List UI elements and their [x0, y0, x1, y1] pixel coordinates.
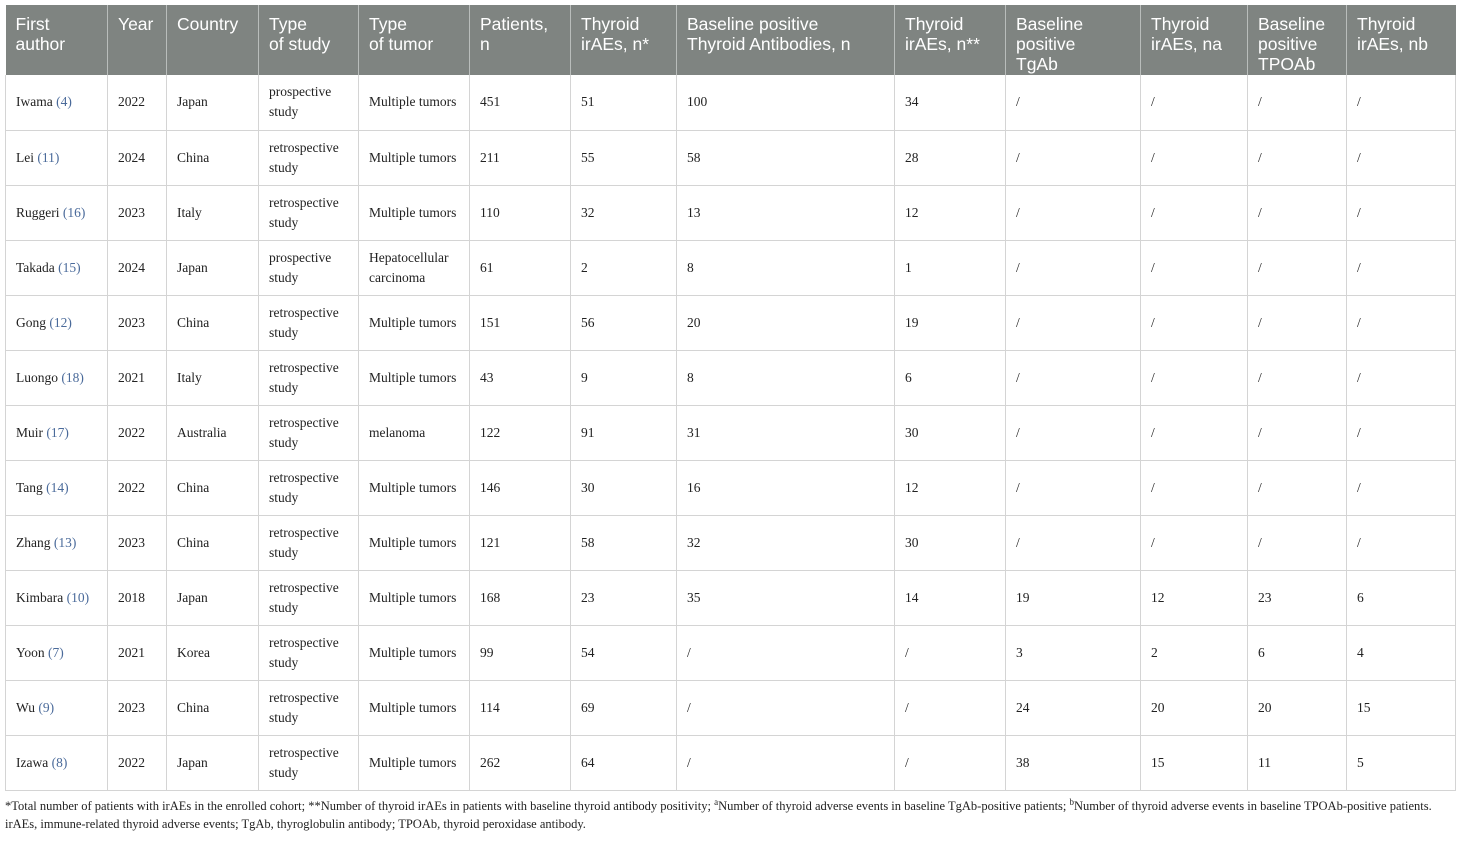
author-cell	[6, 735, 108, 790]
reference-link[interactable]: (16)	[62, 204, 86, 220]
column-header	[108, 5, 167, 75]
column-header-text: Baseline	[1016, 14, 1084, 34]
column-header-text: Baseline positive	[687, 14, 819, 34]
table-cell: /	[1347, 75, 1456, 130]
table-cell: 19	[895, 295, 1006, 350]
reference-link[interactable]: (15)	[58, 259, 81, 275]
column-header-text: irAEs, n*	[581, 34, 650, 54]
table-cell: Multiple tumors	[359, 75, 470, 130]
table-row	[6, 240, 1456, 295]
table-cell: 2021	[108, 625, 167, 680]
table-cell: 61	[470, 240, 571, 295]
table-cell: 2018	[108, 570, 167, 625]
author-name: Wu	[16, 699, 39, 715]
footnote-definitions	[5, 793, 1455, 815]
reference-link[interactable]: (4)	[56, 94, 72, 110]
table-cell: 15	[1141, 735, 1248, 790]
reference-link[interactable]: (18)	[61, 369, 84, 385]
column-header-text: Thyroid	[1151, 14, 1210, 34]
table-cell: /	[1006, 75, 1141, 130]
column-header	[1248, 5, 1347, 75]
column-header-text: irAEs, na	[1151, 34, 1222, 54]
footnote-text-1: Total number of patients with irAEs in the enrolled cohort;	[11, 798, 309, 813]
table-cell: Multiple tumors	[359, 350, 470, 405]
table-cell: retrospective study	[259, 405, 359, 460]
reference-link[interactable]: (17)	[46, 424, 69, 440]
reference-link[interactable]: (14)	[46, 479, 69, 495]
column-header	[677, 5, 895, 75]
column-header	[359, 5, 470, 75]
table-cell: /	[1248, 460, 1347, 515]
table-cell: Japan	[167, 570, 259, 625]
table-cell: retrospective study	[259, 295, 359, 350]
footnote-text-3: Number of thyroid adverse events in baseline TgAb-positive patients;	[718, 798, 1070, 813]
table-row	[6, 405, 1456, 460]
column-header-text: Type	[369, 14, 407, 34]
table-cell: 12	[1141, 570, 1248, 625]
table-cell: retrospective study	[259, 515, 359, 570]
table-cell: 24	[1006, 680, 1141, 735]
table-container	[5, 5, 1455, 833]
table-cell: /	[1141, 185, 1248, 240]
column-header-text: irAEs, nb	[1357, 34, 1428, 54]
table-cell: prospective study	[259, 75, 359, 130]
column-header-text: Thyroid	[1357, 14, 1416, 34]
table-cell: /	[1141, 130, 1248, 185]
table-cell: 2022	[108, 75, 167, 130]
author-cell	[6, 240, 108, 295]
author-cell	[6, 185, 108, 240]
author-name: Ruggeri	[16, 204, 63, 220]
table-cell: /	[895, 625, 1006, 680]
table-cell: /	[1006, 515, 1141, 570]
column-header	[259, 5, 359, 75]
author-cell	[6, 75, 108, 130]
reference-link[interactable]: (9)	[38, 699, 55, 715]
table-cell: /	[1347, 240, 1456, 295]
table-row	[6, 515, 1456, 570]
table-cell: 8	[677, 240, 895, 295]
column-header	[1006, 5, 1141, 75]
table-cell: /	[1006, 460, 1141, 515]
table-cell: 4	[1347, 625, 1456, 680]
author-name: Muir	[16, 424, 47, 440]
author-cell	[6, 405, 108, 460]
table-cell: /	[1347, 130, 1456, 185]
table-cell: 2022	[108, 735, 167, 790]
table-cell: /	[1141, 515, 1248, 570]
table-cell: /	[1347, 460, 1456, 515]
table-cell: 20	[677, 295, 895, 350]
table-cell: 2024	[108, 240, 167, 295]
author-cell	[6, 515, 108, 570]
table-cell: /	[1141, 350, 1248, 405]
table-cell: 30	[571, 460, 677, 515]
table-cell: 43	[470, 350, 571, 405]
column-header	[6, 5, 108, 75]
footnote-mark-1: *	[5, 798, 12, 813]
column-header-text: Thyroid	[905, 14, 964, 34]
reference-link[interactable]: (13)	[53, 534, 77, 550]
table-cell: /	[1347, 185, 1456, 240]
column-header-text: Thyroid	[581, 14, 640, 34]
table-cell: 35	[677, 570, 895, 625]
table-cell: 5	[1347, 735, 1456, 790]
author-cell	[6, 295, 108, 350]
table-cell: 30	[895, 515, 1006, 570]
table-cell: 16	[677, 460, 895, 515]
table-cell: Italy	[167, 350, 259, 405]
table-row	[6, 295, 1456, 350]
table-cell: Multiple tumors	[359, 735, 470, 790]
table-row	[6, 460, 1456, 515]
column-header-text: TgAb	[1016, 54, 1058, 74]
author-name: Zhang	[16, 534, 54, 550]
table-cell: /	[895, 680, 1006, 735]
table-cell: /	[1141, 405, 1248, 460]
author-name: Iwama	[16, 94, 57, 110]
table-cell: 1	[895, 240, 1006, 295]
table-cell: retrospective study	[259, 130, 359, 185]
reference-link[interactable]: (12)	[49, 314, 72, 330]
table-cell: 23	[571, 570, 677, 625]
table-cell: 2024	[108, 130, 167, 185]
table-cell: 58	[571, 515, 677, 570]
column-header-text: Thyroid Antibodies, n	[687, 34, 851, 54]
reference-link[interactable]: (8)	[51, 754, 68, 770]
table-cell: /	[1006, 295, 1141, 350]
table-cell: 6	[1347, 570, 1456, 625]
author-name: Takada	[16, 259, 59, 275]
table-row	[6, 75, 1456, 130]
table-cell: /	[1248, 75, 1347, 130]
table-cell: /	[1347, 405, 1456, 460]
table-cell: 262	[470, 735, 571, 790]
table-cell: /	[1006, 405, 1141, 460]
table-cell: 211	[470, 130, 571, 185]
table-cell: Multiple tumors	[359, 185, 470, 240]
table-cell: 100	[677, 75, 895, 130]
table-cell: 13	[677, 185, 895, 240]
table-cell: /	[1141, 240, 1248, 295]
reference-link[interactable]: (7)	[48, 644, 64, 660]
table-cell: 38	[1006, 735, 1141, 790]
table-cell: 2023	[108, 185, 167, 240]
table-cell: 19	[1006, 570, 1141, 625]
table-cell: /	[1248, 240, 1347, 295]
author-cell	[6, 460, 108, 515]
table-cell: 3	[1006, 625, 1141, 680]
table-cell: 151	[470, 295, 571, 350]
table-cell: 122	[470, 405, 571, 460]
table-cell: 2023	[108, 515, 167, 570]
column-header	[895, 5, 1006, 75]
table-cell: Multiple tumors	[359, 130, 470, 185]
table-cell: /	[1248, 515, 1347, 570]
data-table	[5, 5, 1456, 791]
column-header	[470, 5, 571, 75]
column-header-text: Type	[269, 14, 307, 34]
table-cell: retrospective study	[259, 625, 359, 680]
author-name: Yoon	[16, 644, 49, 660]
column-header-text: Country	[177, 14, 239, 34]
table-cell: retrospective study	[259, 350, 359, 405]
author-name: Izawa	[16, 754, 52, 770]
table-row	[6, 625, 1456, 680]
table-cell: 51	[571, 75, 677, 130]
header-row	[6, 5, 1456, 75]
author-cell	[6, 625, 108, 680]
table-cell: 2022	[108, 460, 167, 515]
table-cell: melanoma	[359, 405, 470, 460]
table-cell: 23	[1248, 570, 1347, 625]
table-cell: 8	[677, 350, 895, 405]
author-name: Tang	[16, 479, 47, 495]
table-cell: retrospective study	[259, 680, 359, 735]
author-name: Lei	[16, 149, 38, 165]
table-cell: retrospective study	[259, 570, 359, 625]
table-cell: 12	[895, 185, 1006, 240]
author-cell	[6, 350, 108, 405]
table-row	[6, 735, 1456, 790]
table-cell: Japan	[167, 240, 259, 295]
table-cell: China	[167, 460, 259, 515]
column-header-text: positive	[1258, 34, 1318, 54]
table-cell: /	[1248, 185, 1347, 240]
table-body	[6, 75, 1456, 790]
table-cell: /	[1006, 240, 1141, 295]
table-row	[6, 130, 1456, 185]
table-cell: Multiple tumors	[359, 295, 470, 350]
table-cell: 64	[571, 735, 677, 790]
table-cell: Multiple tumors	[359, 570, 470, 625]
table-cell: China	[167, 130, 259, 185]
table-cell: 451	[470, 75, 571, 130]
table-cell: /	[1248, 405, 1347, 460]
author-cell	[6, 570, 108, 625]
table-cell: 6	[895, 350, 1006, 405]
table-cell: /	[1006, 350, 1141, 405]
table-cell: /	[1248, 295, 1347, 350]
table-cell: /	[1248, 350, 1347, 405]
table-cell: /	[1141, 460, 1248, 515]
table-cell: 32	[677, 515, 895, 570]
footnote-abbreviations: irAEs, immune-related thyroid adverse events; TgAb, thyroglobulin antibody; TPOAb, thyroid peroxidase antibody.	[5, 816, 586, 831]
table-cell: 15	[1347, 680, 1456, 735]
reference-link[interactable]: (10)	[66, 589, 90, 605]
table-cell: /	[1006, 130, 1141, 185]
table-cell: 20	[1248, 680, 1347, 735]
table-cell: /	[677, 625, 895, 680]
table-cell: 28	[895, 130, 1006, 185]
table-cell: prospective study	[259, 240, 359, 295]
table-cell: Korea	[167, 625, 259, 680]
table-cell: 12	[895, 460, 1006, 515]
table-cell: /	[895, 735, 1006, 790]
footnote-text-4: Number of thyroid adverse events in baseline TPOAb-positive patients.	[1074, 798, 1432, 813]
column-header-text: of study	[269, 34, 331, 54]
table-cell: 2021	[108, 350, 167, 405]
author-cell	[6, 130, 108, 185]
column-header-text: First	[15, 14, 50, 34]
table-cell: 168	[470, 570, 571, 625]
table-cell: Japan	[167, 75, 259, 130]
table-cell: /	[677, 680, 895, 735]
column-header	[167, 5, 259, 75]
table-cell: 110	[470, 185, 571, 240]
column-header-text: TPOAb	[1258, 54, 1316, 74]
table-cell: 55	[571, 130, 677, 185]
column-header-text: positive	[1016, 34, 1076, 54]
table-row	[6, 570, 1456, 625]
table-cell: 2023	[108, 295, 167, 350]
table-cell: 58	[677, 130, 895, 185]
table-cell: /	[1248, 130, 1347, 185]
column-header-text: n	[480, 34, 490, 54]
table-cell: Japan	[167, 735, 259, 790]
footnote-mark-2: **	[308, 798, 321, 813]
table-cell: Hepatocellular carcinoma	[359, 240, 470, 295]
table-cell: Australia	[167, 405, 259, 460]
table-row	[6, 680, 1456, 735]
table-cell: /	[1347, 350, 1456, 405]
author-name: Luongo	[16, 369, 62, 385]
table-cell: 14	[895, 570, 1006, 625]
author-name: Gong	[16, 314, 50, 330]
column-header-text: author	[15, 34, 66, 54]
footnote-mark-4: b	[1069, 796, 1075, 807]
table-cell: 91	[571, 405, 677, 460]
table-cell: Multiple tumors	[359, 680, 470, 735]
column-header-text: Baseline	[1258, 14, 1326, 34]
table-cell: retrospective study	[259, 185, 359, 240]
table-cell: 99	[470, 625, 571, 680]
table-row	[6, 185, 1456, 240]
table-cell: 121	[470, 515, 571, 570]
table-cell: 2023	[108, 680, 167, 735]
table-cell: retrospective study	[259, 460, 359, 515]
table-cell: China	[167, 295, 259, 350]
footnote-text-2: Number of thyroid irAEs in patients with baseline thyroid antibody positivity;	[320, 798, 715, 813]
table-cell: /	[1141, 295, 1248, 350]
table-cell: 9	[571, 350, 677, 405]
table-cell: 6	[1248, 625, 1347, 680]
table-cell: 56	[571, 295, 677, 350]
table-cell: 32	[571, 185, 677, 240]
table-cell: 54	[571, 625, 677, 680]
table-cell: 114	[470, 680, 571, 735]
footnote-mark-3: a	[714, 796, 719, 807]
table-cell: retrospective study	[259, 735, 359, 790]
table-cell: /	[1347, 515, 1456, 570]
table-cell: China	[167, 680, 259, 735]
table-row	[6, 350, 1456, 405]
table-cell: Multiple tumors	[359, 515, 470, 570]
table-cell: 11	[1248, 735, 1347, 790]
table-cell: 2022	[108, 405, 167, 460]
table-cell: 31	[677, 405, 895, 460]
table-cell: China	[167, 515, 259, 570]
table-cell: Multiple tumors	[359, 460, 470, 515]
column-header	[1141, 5, 1248, 75]
column-header	[1347, 5, 1456, 75]
table-cell: 20	[1141, 680, 1248, 735]
column-header-text: irAEs, n**	[905, 34, 980, 54]
table-cell: /	[1347, 295, 1456, 350]
author-cell	[6, 680, 108, 735]
table-cell: 2	[1141, 625, 1248, 680]
table-cell: /	[677, 735, 895, 790]
column-header	[571, 5, 677, 75]
column-header-text: Year	[118, 14, 154, 34]
table-cell: 69	[571, 680, 677, 735]
table-cell: 30	[895, 405, 1006, 460]
table-cell: /	[1141, 75, 1248, 130]
table-cell: /	[1006, 185, 1141, 240]
reference-link[interactable]: (11)	[37, 149, 60, 165]
table-cell: Italy	[167, 185, 259, 240]
column-header-text: Patients,	[480, 14, 549, 34]
table-cell: 34	[895, 75, 1006, 130]
table-cell: 2	[571, 240, 677, 295]
table-footnotes	[5, 793, 1455, 833]
table-cell: 146	[470, 460, 571, 515]
table-cell: Multiple tumors	[359, 625, 470, 680]
column-header-text: of tumor	[369, 34, 434, 54]
author-name: Kimbara	[16, 589, 67, 605]
